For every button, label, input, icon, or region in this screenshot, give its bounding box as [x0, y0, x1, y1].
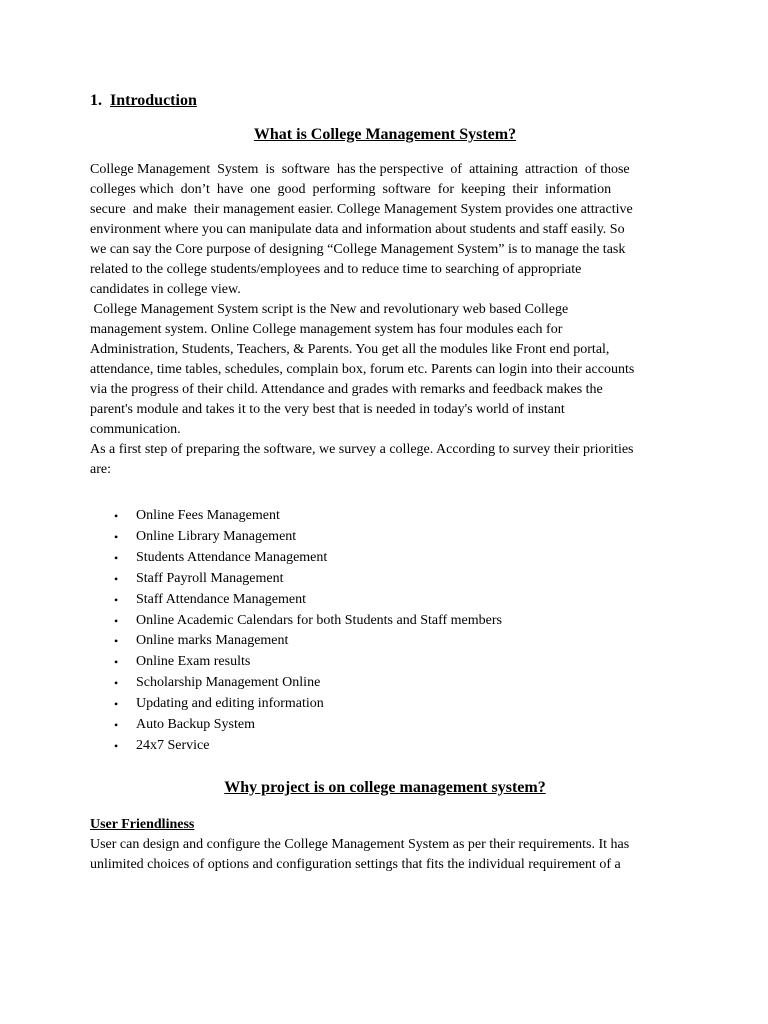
- paragraph-line: attendance, time tables, schedules, complain box, forum etc. Parents can login into their accounts: [90, 362, 635, 377]
- list-item: [90, 652, 680, 673]
- list-item: [90, 611, 680, 632]
- list-item-text: Auto Backup System: [136, 717, 255, 733]
- list-item-text: Online Library Management: [136, 528, 297, 544]
- subheading-user-friendliness: User Friendliness: [90, 816, 195, 832]
- bullet-icon: •: [114, 571, 119, 586]
- heading-what-is-cms: What is College Management System?: [253, 126, 517, 143]
- paragraph-line: we can say the Core purpose of designing “College Management System” is to manage the task: [90, 242, 626, 257]
- paragraph-line: management system. Online College management system has four modules each for: [90, 322, 563, 337]
- section-heading: [90, 90, 680, 112]
- list-item: [90, 569, 680, 590]
- list-item: [90, 548, 680, 569]
- paragraph-line: College Management System script is the New and revolutionary web based College: [90, 302, 569, 317]
- bullet-icon: •: [114, 550, 119, 565]
- list-item-text: Students Attendance Management: [136, 549, 328, 565]
- paragraph-line: unlimited choices of options and configuration settings that fits the individual requirement of a: [90, 856, 621, 872]
- list-item: [90, 673, 680, 694]
- bullet-icon: •: [114, 655, 119, 670]
- paragraph-line: environment where you can manipulate data and information about students and staff easily. So: [90, 222, 625, 237]
- list-item-text: Staff Attendance Management: [136, 591, 307, 607]
- list-item: [90, 736, 680, 757]
- section-title: Introduction: [110, 92, 197, 109]
- bullet-icon: •: [114, 613, 119, 628]
- list-item: [90, 631, 680, 652]
- bullet-icon: •: [114, 509, 119, 523]
- list-item-text: Online Exam results: [136, 654, 251, 670]
- paragraph-line: via the progress of their child. Attendance and grades with remarks and feedback makes the: [90, 382, 603, 397]
- list-item-text: Updating and editing information: [136, 696, 324, 712]
- paragraph-line: secure and make their management easier. College Management System provides one attractive: [90, 202, 633, 217]
- list-item-text: Online Fees Management: [136, 508, 280, 523]
- paragraph-line: related to the college students/employees and to reduce time to searching of appropriate: [90, 262, 582, 277]
- bullet-icon: •: [114, 718, 119, 733]
- priorities-list: [90, 506, 680, 757]
- paragraph-line: candidates in college view.: [90, 282, 241, 297]
- paragraph-line: parent's module and takes it to the very best that is needed in today's world of instant: [90, 402, 565, 417]
- list-item: [90, 694, 680, 715]
- list-item-text: Online Academic Calendars for both Students and Staff members: [136, 612, 502, 628]
- list-item: [90, 590, 680, 611]
- paragraph-line: Administration, Students, Teachers, & Parents. You get all the modules like Front end portal,: [90, 342, 610, 357]
- paragraph-line: User can design and configure the College Management System as per their requirements. It has: [90, 836, 630, 852]
- paragraph-line: College Management System is software has the perspective of attaining attraction of those: [90, 162, 630, 177]
- bullet-icon: •: [114, 738, 119, 753]
- list-item: [90, 506, 680, 527]
- list-item-text: 24x7 Service: [136, 737, 210, 753]
- bullet-icon: •: [114, 529, 119, 544]
- paragraph-line: colleges which don’t have one good performing software for keeping their information: [90, 182, 612, 197]
- paragraph-line: are:: [90, 462, 111, 477]
- list-item-text: Online marks Management: [136, 633, 289, 649]
- list-item: [90, 527, 680, 548]
- bullet-icon: •: [114, 634, 119, 649]
- bullet-icon: •: [114, 697, 119, 712]
- heading-why-project: Why project is on college management system?: [224, 778, 546, 796]
- list-item: [90, 715, 680, 736]
- user-friendliness-paragraph: [90, 835, 680, 875]
- bullet-icon: •: [114, 592, 119, 607]
- list-item-text: Scholarship Management Online: [136, 675, 321, 691]
- paragraph-line: communication.: [90, 422, 181, 437]
- list-item-text: Staff Payroll Management: [136, 570, 284, 586]
- paragraph-line: As a first step of preparing the software, we survey a college. According to survey their priorities: [90, 442, 634, 457]
- intro-paragraph: [90, 160, 680, 480]
- section-number: 1.: [90, 92, 102, 109]
- bullet-icon: •: [114, 676, 119, 691]
